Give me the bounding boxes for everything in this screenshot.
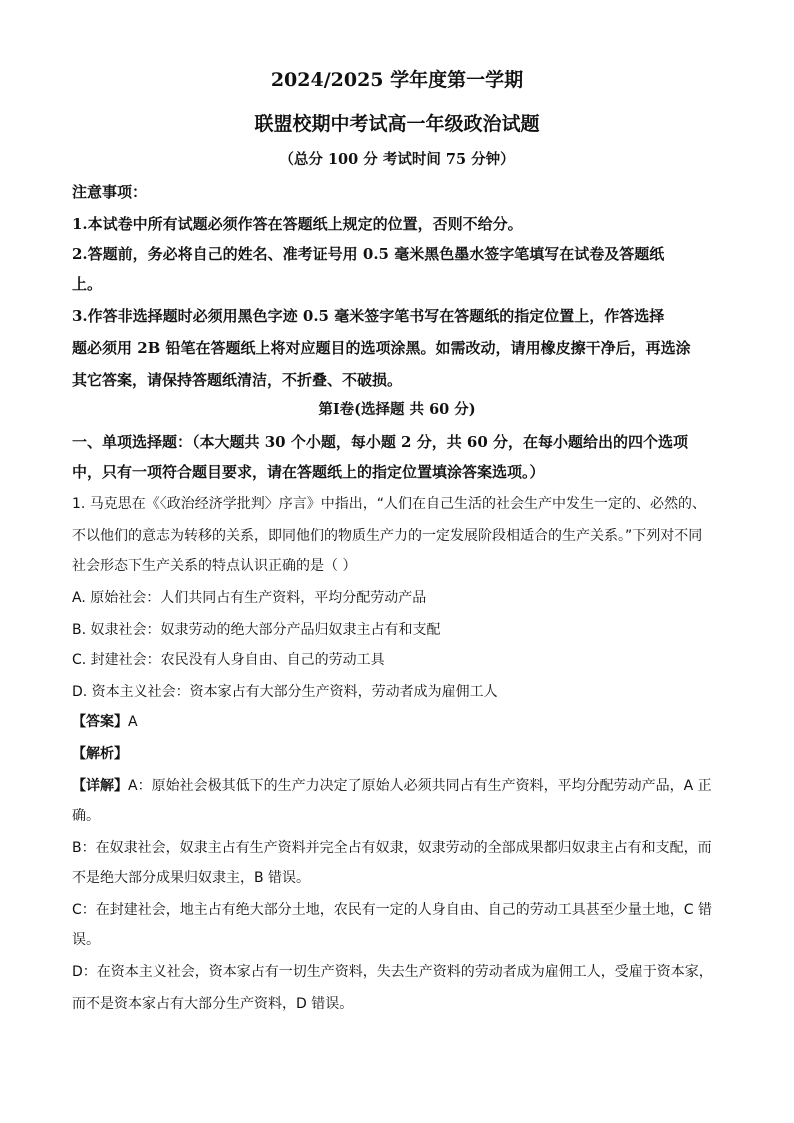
detail-b-line-1: B：在奴隶社会，奴隶主占有生产资料并完全占有奴隶，奴隶劳动的全部成果都归奴隶主占有和支配，而 <box>72 840 712 856</box>
note-item-2-line-2: 上。 <box>72 275 103 293</box>
detail-a-line-2: 确。 <box>72 808 100 824</box>
question-1-option-a: A. 原始社会：人们共同占有生产资料，平均分配劳动产品 <box>72 590 427 606</box>
detail-d-line-1: D：在资本主义社会，资本家占有一切生产资料，失去生产资料的劳动者成为雇佣工人，受雇于资本家， <box>72 964 713 980</box>
note-item-3-line-3: 其它答案，请保持答题纸清洁，不折叠、不破损。 <box>72 371 403 389</box>
exam-title: 联盟校期中考试高一年级政治试题 <box>254 113 540 135</box>
question-1-option-c: C. 封建社会：农民没有人身自由、自己的劳动工具 <box>72 652 385 668</box>
note-item-3-line-1: 3.作答非选择题时必须用黑色字迹 0.5 毫米签字笔书写在答题纸的指定位置上，作答选择 <box>72 307 665 325</box>
detail-d-line-2: 而不是资本家占有大部分生产资料，D 错误。 <box>72 996 354 1012</box>
section-instruction-line-1: 一、单项选择题：（本大题共 30 个小题，每小题 2 分，共 60 分，在每小题给出的四个选项 <box>72 433 689 451</box>
section-instruction-line-2: 中，只有一项符合题目要求，请在答题纸上的指定位置填涂答案选项。） <box>72 463 545 481</box>
answer-row <box>72 712 724 732</box>
answer-label: 【答案】 <box>72 714 128 730</box>
detail-c-line-1: C：在封建社会，地主占有绝大部分土地，农民有一定的人身自由、自己的劳动工具甚至少量土地，C 错 <box>72 902 712 918</box>
analysis-label: 【解析】 <box>72 746 128 762</box>
detail-c-line-2: 误。 <box>72 932 100 948</box>
note-item-2-line-1: 2.答题前，务必将自己的姓名、准考证号用 0.5 毫米黑色墨水签字笔填写在试卷及答题纸 <box>72 245 665 263</box>
notes-heading: 注意事项： <box>72 183 148 201</box>
question-1-stem-line-3: 社会形态下生产关系的特点认识正确的是（ ） <box>72 558 357 574</box>
detail-b-line-2: 不是绝大部分成果归奴隶主，B 错误。 <box>72 870 311 886</box>
question-1-option-b: B. 奴隶社会：奴隶劳动的绝大部分产品归奴隶主占有和支配 <box>72 622 441 638</box>
detail-a-line-1 <box>72 776 724 796</box>
exam-subtitle: （总分 100 分 考试时间 75 分钟） <box>279 151 515 168</box>
question-1-stem-line-2: 不以他们的意志为转移的关系，即同他们的物质生产力的一定发展阶段相适合的生产关系。”下列对不同 <box>72 528 703 544</box>
question-1-stem-line-1: 1. 马克思在《〈政治经济学批判〉序言》中指出，“人们在自己生活的社会生产中发生一定的、必然的、 <box>72 496 707 512</box>
section-title: 第Ⅰ卷(选择题 共 60 分) <box>318 401 476 418</box>
exam-title-term: 2024/2025 学年度第一学期 <box>270 69 524 91</box>
note-item-3-line-2: 题必须用 2B 铅笔在答题纸上将对应题目的选项涂黑。如需改动，请用橡皮擦干净后，再选涂 <box>72 339 691 357</box>
question-1-option-d: D. 资本主义社会：资本家占有大部分生产资料，劳动者成为雇佣工人 <box>72 684 498 700</box>
detail-label: 【详解】 <box>72 778 128 794</box>
answer-value: A <box>128 714 138 730</box>
detail-a-text: A：原始社会极其低下的生产力决定了原始人必须共同占有生产资料，平均分配劳动产品，A 正 <box>128 778 712 794</box>
note-item-1: 1.本试卷中所有试题必须作答在答题纸上规定的位置，否则不给分。 <box>72 215 523 233</box>
